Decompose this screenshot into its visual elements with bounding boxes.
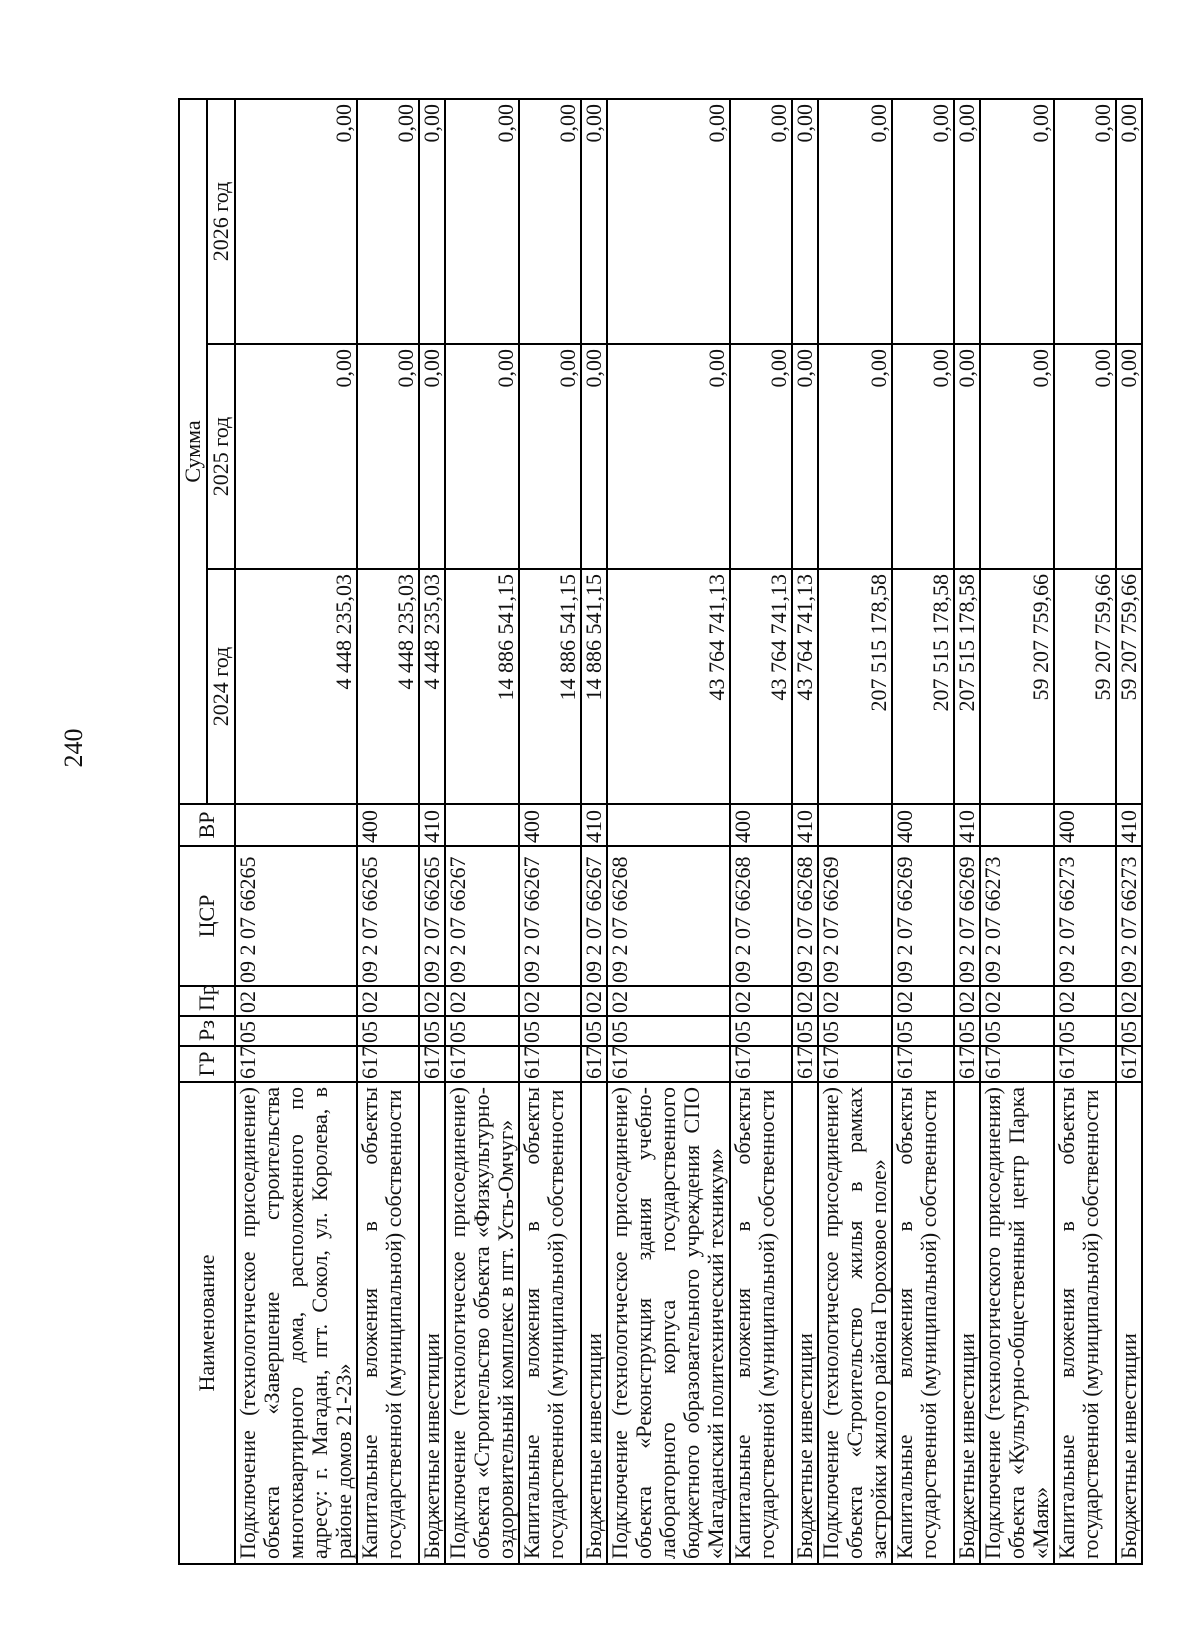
row-rz: 05 — [445, 1016, 519, 1046]
table-row — [730, 99, 792, 1564]
row-sum-2025: 0,00 — [954, 344, 980, 569]
row-sum-2025: 0,00 — [1054, 344, 1116, 569]
row-sum-2026: 0,00 — [519, 99, 581, 344]
row-name: Подключение (технологическое присоединение) объекта «Завершение строительства многоквартирного дома, расположенного по адресу: г. Магадан, пгт. Сокол, ул. Королева, в районе домов 21-23» — [235, 1082, 357, 1564]
row-sum-2025: 0,00 — [235, 344, 357, 569]
row-gr: 617 — [519, 1046, 581, 1082]
row-vr: 400 — [1054, 804, 1116, 846]
row-gr: 617 — [357, 1046, 419, 1082]
row-pr: 02 — [357, 986, 419, 1016]
row-rz: 05 — [581, 1016, 607, 1046]
row-gr: 617 — [980, 1046, 1054, 1082]
table-header — [179, 99, 235, 1564]
row-name: Капитальные вложения в объекты государственной (муниципальной) собственности — [519, 1082, 581, 1564]
row-sum-2024: 43 764 741,13 — [607, 569, 729, 804]
row-gr: 617 — [445, 1046, 519, 1082]
row-name: Бюджетные инвестиции — [419, 1082, 445, 1564]
row-name: Капитальные вложения в объекты государственной (муниципальной) собственности — [892, 1082, 954, 1564]
row-csr: 09 2 07 66267 — [445, 846, 519, 986]
row-vr — [607, 804, 729, 846]
row-sum-2025: 0,00 — [980, 344, 1054, 569]
row-name: Бюджетные инвестиции — [581, 1082, 607, 1564]
row-sum-2025: 0,00 — [607, 344, 729, 569]
header-year-2024: 2024 год — [207, 569, 235, 804]
row-pr: 02 — [892, 986, 954, 1016]
header-gr: ГР — [179, 1046, 235, 1082]
row-sum-2026: 0,00 — [445, 99, 519, 344]
row-rz: 05 — [519, 1016, 581, 1046]
row-name: Капитальные вложения в объекты государственной (муниципальной) собственности — [357, 1082, 419, 1564]
row-csr: 09 2 07 66268 — [607, 846, 729, 986]
row-gr: 617 — [1116, 1046, 1142, 1082]
row-sum-2025: 0,00 — [1116, 344, 1142, 569]
row-sum-2024: 14 886 541,15 — [519, 569, 581, 804]
row-name: Бюджетные инвестиции — [954, 1082, 980, 1564]
header-rz: Рз — [179, 1016, 235, 1046]
row-pr: 02 — [607, 986, 729, 1016]
row-name: Подключение (технологическое присоединение) объекта «Строительство жилья в рамках застройки жилого района Гороховое поле» — [818, 1082, 892, 1564]
row-csr: 09 2 07 66269 — [892, 846, 954, 986]
row-vr: 400 — [730, 804, 792, 846]
row-gr: 617 — [1054, 1046, 1116, 1082]
row-sum-2025: 0,00 — [730, 344, 792, 569]
header-vr: ВР — [179, 804, 235, 846]
row-vr — [818, 804, 892, 846]
row-pr: 02 — [954, 986, 980, 1016]
row-csr: 09 2 07 66269 — [954, 846, 980, 986]
row-sum-2024: 207 515 178,58 — [818, 569, 892, 804]
row-sum-2025: 0,00 — [892, 344, 954, 569]
row-gr: 617 — [607, 1046, 729, 1082]
row-vr: 400 — [357, 804, 419, 846]
row-vr: 410 — [792, 804, 818, 846]
header-pr: Пр — [179, 986, 235, 1016]
row-rz: 05 — [357, 1016, 419, 1046]
row-sum-2026: 0,00 — [1054, 99, 1116, 344]
row-pr: 02 — [1054, 986, 1116, 1016]
row-csr: 09 2 07 66265 — [419, 846, 445, 986]
row-pr: 02 — [419, 986, 445, 1016]
table-row — [519, 99, 581, 1564]
row-csr: 09 2 07 66268 — [792, 846, 818, 986]
row-vr: 410 — [419, 804, 445, 846]
row-gr: 617 — [892, 1046, 954, 1082]
header-name: Наименование — [179, 1082, 235, 1564]
row-sum-2024: 59 207 759,66 — [980, 569, 1054, 804]
row-pr: 02 — [581, 986, 607, 1016]
row-gr: 617 — [792, 1046, 818, 1082]
row-vr: 400 — [519, 804, 581, 846]
row-sum-2026: 0,00 — [892, 99, 954, 344]
row-sum-2025: 0,00 — [792, 344, 818, 569]
row-sum-2026: 0,00 — [792, 99, 818, 344]
row-sum-2024: 207 515 178,58 — [954, 569, 980, 804]
row-csr: 09 2 07 66268 — [730, 846, 792, 986]
row-name: Бюджетные инвестиции — [792, 1082, 818, 1564]
row-pr: 02 — [980, 986, 1054, 1016]
table-row — [954, 99, 980, 1564]
table-row — [892, 99, 954, 1564]
row-sum-2025: 0,00 — [818, 344, 892, 569]
row-sum-2025: 0,00 — [419, 344, 445, 569]
row-gr: 617 — [954, 1046, 980, 1082]
page-number: 240 — [59, 728, 88, 768]
row-rz: 05 — [1054, 1016, 1116, 1046]
row-sum-2026: 0,00 — [954, 99, 980, 344]
row-gr: 617 — [581, 1046, 607, 1082]
row-sum-2026: 0,00 — [581, 99, 607, 344]
row-rz: 05 — [1116, 1016, 1142, 1046]
row-rz: 05 — [892, 1016, 954, 1046]
row-name: Капитальные вложения в объекты государственной (муниципальной) собственности — [730, 1082, 792, 1564]
row-csr: 09 2 07 66273 — [1054, 846, 1116, 986]
row-pr: 02 — [445, 986, 519, 1016]
row-sum-2026: 0,00 — [357, 99, 419, 344]
row-rz: 05 — [818, 1016, 892, 1046]
row-sum-2024: 14 886 541,15 — [445, 569, 519, 804]
row-csr: 09 2 07 66273 — [1116, 846, 1142, 986]
row-rz: 05 — [235, 1016, 357, 1046]
row-name: Подключение (технологическое присоединение) объекта «Реконструкция здания учебно-лабораторного корпуса государственного бюджетного образовательного учреждения СПО «Магаданский политехнический техникум» — [607, 1082, 729, 1564]
table-row — [357, 99, 419, 1564]
row-pr: 02 — [792, 986, 818, 1016]
table-body — [235, 99, 1142, 1564]
row-gr: 617 — [419, 1046, 445, 1082]
row-sum-2025: 0,00 — [519, 344, 581, 569]
row-rz: 05 — [954, 1016, 980, 1046]
row-rz: 05 — [792, 1016, 818, 1046]
row-sum-2025: 0,00 — [357, 344, 419, 569]
row-pr: 02 — [730, 986, 792, 1016]
row-sum-2024: 4 448 235,03 — [357, 569, 419, 804]
row-sum-2024: 43 764 741,13 — [792, 569, 818, 804]
table-row — [980, 99, 1054, 1564]
row-sum-2026: 0,00 — [980, 99, 1054, 344]
row-pr: 02 — [818, 986, 892, 1016]
header-csr: ЦСР — [179, 846, 235, 986]
row-sum-2024: 14 886 541,15 — [581, 569, 607, 804]
row-vr: 400 — [892, 804, 954, 846]
table-row — [792, 99, 818, 1564]
row-vr: 410 — [954, 804, 980, 846]
row-sum-2026: 0,00 — [730, 99, 792, 344]
row-sum-2024: 207 515 178,58 — [892, 569, 954, 804]
row-sum-2025: 0,00 — [581, 344, 607, 569]
row-sum-2026: 0,00 — [818, 99, 892, 344]
header-sum: Сумма — [179, 99, 207, 804]
row-pr: 02 — [1116, 986, 1142, 1016]
row-sum-2024: 4 448 235,03 — [235, 569, 357, 804]
row-vr — [235, 804, 357, 846]
row-name: Капитальные вложения в объекты государственной (муниципальной) собственности — [1054, 1082, 1116, 1564]
table-row — [419, 99, 445, 1564]
budget-table — [178, 98, 1143, 1565]
row-csr: 09 2 07 66269 — [818, 846, 892, 986]
row-name: Подключение (технологическое присоединение) объекта «Строительство объекта «Физкультурно-оздоровительный комплекс в пгт. Усть-Омчуг» — [445, 1082, 519, 1564]
row-name: Подключение (технологического присоединения) объекта «Культурно-общественный центр Парка «Маяк» — [980, 1082, 1054, 1564]
header-year-2026: 2026 год — [207, 99, 235, 344]
row-rz: 05 — [980, 1016, 1054, 1046]
row-sum-2024: 59 207 759,66 — [1054, 569, 1116, 804]
row-gr: 617 — [818, 1046, 892, 1082]
row-sum-2024: 59 207 759,66 — [1116, 569, 1142, 804]
row-rz: 05 — [607, 1016, 729, 1046]
row-sum-2026: 0,00 — [607, 99, 729, 344]
row-vr — [980, 804, 1054, 846]
row-name: Бюджетные инвестиции — [1116, 1082, 1142, 1564]
row-csr: 09 2 07 66265 — [235, 846, 357, 986]
header-year-2025: 2025 год — [207, 344, 235, 569]
row-csr: 09 2 07 66267 — [519, 846, 581, 986]
row-sum-2024: 4 448 235,03 — [419, 569, 445, 804]
row-pr: 02 — [235, 986, 357, 1016]
table-row — [1116, 99, 1142, 1564]
row-sum-2026: 0,00 — [235, 99, 357, 344]
row-sum-2026: 0,00 — [419, 99, 445, 344]
table-row — [1054, 99, 1116, 1564]
table-row — [445, 99, 519, 1564]
row-rz: 05 — [419, 1016, 445, 1046]
table-row — [581, 99, 607, 1564]
row-sum-2025: 0,00 — [445, 344, 519, 569]
row-vr — [445, 804, 519, 846]
row-vr: 410 — [581, 804, 607, 846]
table-row — [235, 99, 357, 1564]
row-gr: 617 — [730, 1046, 792, 1082]
row-csr: 09 2 07 66265 — [357, 846, 419, 986]
row-csr: 09 2 07 66267 — [581, 846, 607, 986]
row-rz: 05 — [730, 1016, 792, 1046]
row-vr: 410 — [1116, 804, 1142, 846]
row-pr: 02 — [519, 986, 581, 1016]
row-sum-2024: 43 764 741,13 — [730, 569, 792, 804]
table-row — [818, 99, 892, 1564]
row-sum-2026: 0,00 — [1116, 99, 1142, 344]
table-row — [607, 99, 729, 1564]
rotated-table-container — [178, 100, 1143, 1565]
row-csr: 09 2 07 66273 — [980, 846, 1054, 986]
row-gr: 617 — [235, 1046, 357, 1082]
